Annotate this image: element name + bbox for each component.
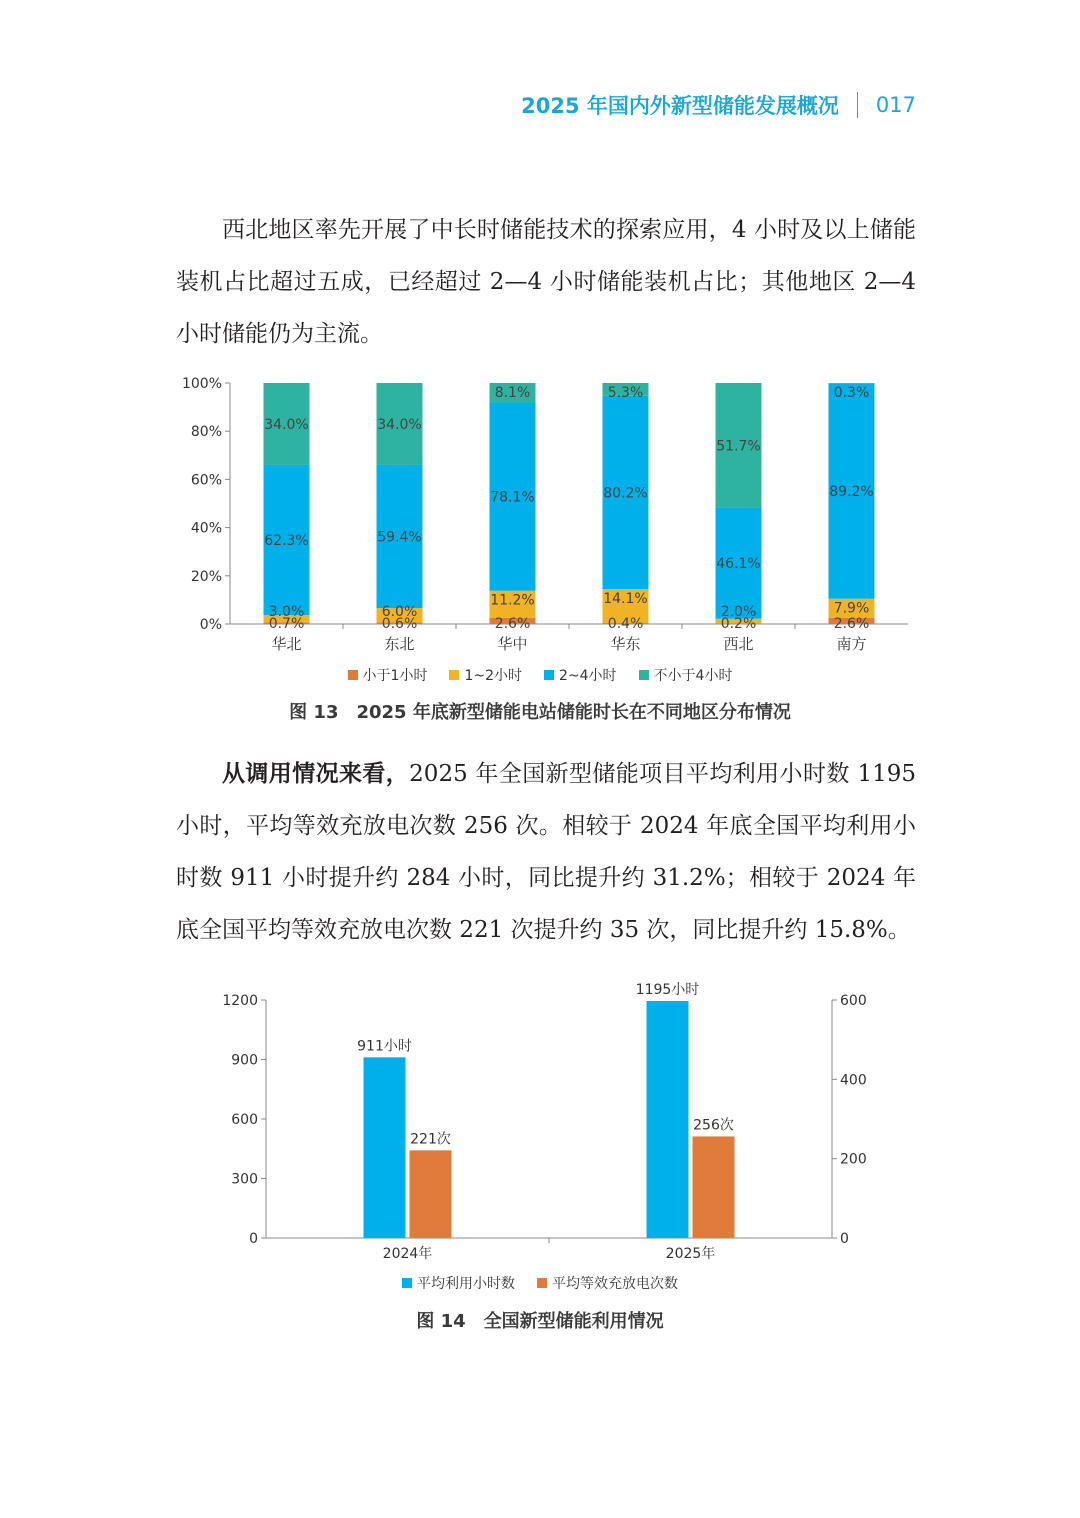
data-label: 89.2% [829, 484, 874, 501]
data-label: 7.9% [833, 600, 870, 617]
x-tick-label: 华北 [271, 635, 302, 653]
data-label: 8.1% [494, 385, 531, 401]
figure-14-chart [200, 970, 880, 1270]
data-label: 2.6% [833, 616, 870, 632]
legend-label: 1~2小时 [464, 668, 522, 684]
paragraph-2-lead: 从调用情况来看， [222, 760, 410, 787]
legend-label: 平均等效充放电次数 [552, 1276, 678, 1292]
data-label: 62.3% [264, 533, 309, 550]
left-tick-label: 600 [231, 1112, 258, 1128]
data-label: 0.4% [607, 616, 644, 632]
data-label: 5.3% [607, 385, 644, 401]
data-label: 78.1% [490, 489, 535, 506]
legend-label: 不小于4小时 [653, 668, 733, 684]
legend-label: 2~4小时 [559, 668, 617, 684]
data-label: 14.1% [603, 591, 648, 608]
legend-swatch [544, 670, 554, 680]
data-label: 0.3% [833, 385, 870, 401]
fig13-legend-item [544, 665, 617, 685]
data-label: 0.6% [381, 616, 418, 632]
left-tick-label: 0 [249, 1231, 258, 1247]
page-number: 017 [875, 93, 916, 117]
legend-swatch [449, 670, 459, 680]
y-tick-label: 80% [190, 424, 222, 441]
legend-swatch [537, 1278, 547, 1288]
bar-segment [829, 383, 875, 384]
legend-swatch [402, 1278, 412, 1288]
x-tick-label: 东北 [384, 635, 415, 653]
data-label: 6.0% [381, 604, 418, 620]
x-tick-label: 2025年 [665, 1246, 716, 1262]
data-label: 59.4% [377, 529, 422, 546]
y-tick-label: 100% [181, 376, 222, 392]
figure-14-legend [0, 1273, 1080, 1293]
left-tick-label: 1200 [222, 993, 258, 1009]
data-label: 1195小时 [635, 981, 700, 998]
data-label: 11.2% [490, 592, 535, 609]
paragraph-1: 西北地区率先开展了中长时储能技术的探索应用，4 小时及以上储能装机占比超过五成，已经超过 2—4 小时储能装机占比；其他地区 2—4 小时储能仍为主流。 [176, 217, 916, 347]
figure-13-chart [170, 368, 920, 660]
header-title: 2025 年国内外新型储能发展概况 [521, 94, 839, 118]
y-tick-label: 20% [190, 568, 222, 585]
y-tick-label: 0% [199, 617, 222, 633]
data-label: 2.6% [494, 616, 531, 632]
x-tick-label: 西北 [723, 635, 754, 653]
data-label: 0.2% [720, 616, 757, 632]
legend-swatch [639, 670, 649, 680]
data-label: 3.0% [268, 604, 305, 620]
data-label: 221次 [410, 1131, 451, 1148]
x-tick-label: 华东 [610, 635, 641, 653]
data-label: 34.0% [264, 416, 309, 433]
bar [364, 1057, 406, 1238]
paragraph-2-text: 2025 年全国新型储能项目平均利用小时数 1195 小时，平均等效充放电次数 256 次。相较于 2024 年底全国平均利用小时数 911 小时提升约 284 小时，同比提升约 31.2%；相较于 2024 年底全国平均等效充放电次数 221 次提升约 35 次，同比提升约 15.8%。 [176, 761, 916, 943]
figure-13-legend [0, 665, 1080, 685]
data-label: 911小时 [357, 1038, 412, 1055]
bar [693, 1136, 735, 1238]
fig14-legend-item [537, 1273, 678, 1293]
bar [410, 1150, 452, 1238]
y-tick-label: 60% [190, 472, 222, 489]
fig13-legend-item [348, 665, 428, 685]
y-tick-label: 40% [190, 520, 222, 537]
data-label: 80.2% [603, 485, 648, 502]
left-tick-label: 900 [231, 1052, 258, 1069]
right-tick-label: 600 [840, 993, 867, 1009]
data-label: 2.0% [720, 604, 757, 620]
right-tick-label: 0 [840, 1231, 849, 1247]
legend-label: 小于1小时 [362, 668, 428, 684]
running-header [521, 88, 916, 122]
right-tick-label: 400 [840, 1072, 867, 1089]
bar [647, 1001, 689, 1238]
x-tick-label: 南方 [836, 635, 867, 653]
data-label: 51.7% [716, 438, 761, 455]
data-label: 46.1% [716, 556, 761, 573]
x-tick-label: 华中 [497, 635, 528, 653]
data-label: 34.0% [377, 416, 422, 433]
legend-swatch [348, 670, 358, 680]
figure-13-caption: 图 13 2025 年底新型储能电站储能时长在不同地区分布情况 [289, 702, 791, 723]
header-divider [857, 92, 858, 118]
fig13-legend-item [639, 665, 733, 685]
left-tick-label: 300 [231, 1171, 258, 1188]
paragraph-2 [176, 748, 916, 956]
right-tick-label: 200 [840, 1151, 867, 1168]
fig14-legend-item [402, 1273, 515, 1293]
fig13-legend-item [449, 665, 522, 685]
x-tick-label: 2024年 [382, 1246, 433, 1262]
data-label: 0.7% [268, 616, 305, 632]
legend-label: 平均利用小时数 [417, 1276, 515, 1292]
data-label: 256次 [693, 1117, 734, 1134]
figure-14-caption: 图 14 全国新型储能利用情况 [416, 1311, 664, 1332]
